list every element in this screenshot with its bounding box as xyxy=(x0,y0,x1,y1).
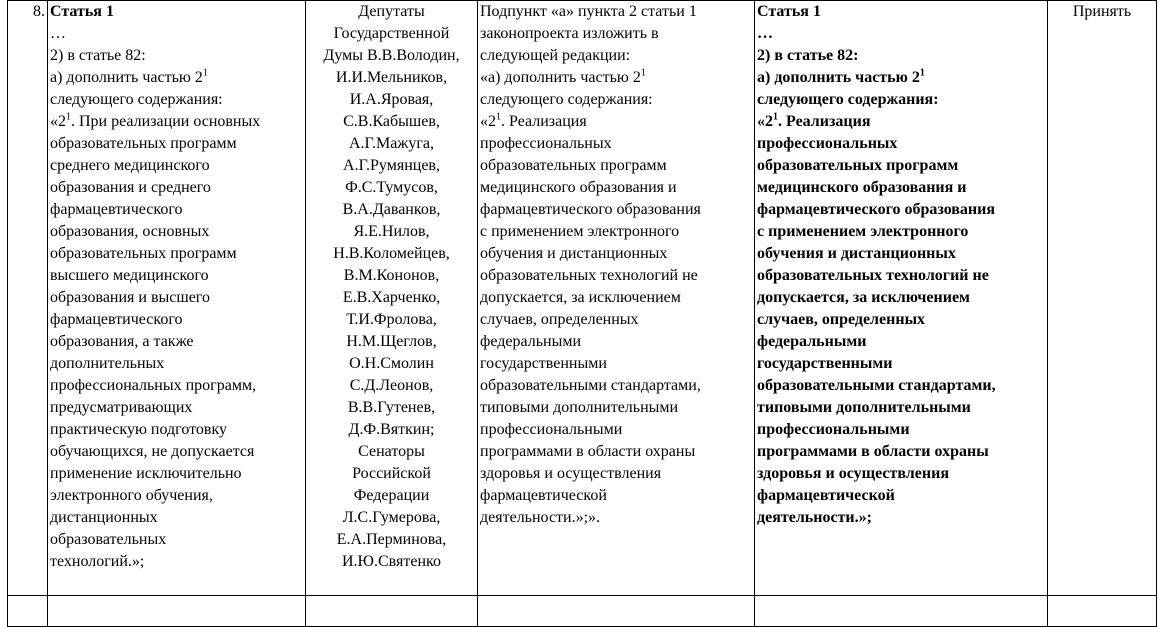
author-line: В.М.Кононов, xyxy=(343,267,440,284)
text-line: законопроекта изложить в xyxy=(480,25,659,42)
new-text-cell xyxy=(755,1,1048,596)
text-line: применение исключительно xyxy=(50,465,242,482)
text-line: государственными xyxy=(757,355,893,372)
original-text-cell xyxy=(48,1,306,596)
text-line: электронного обучения, xyxy=(50,487,213,504)
text-line: среднего медицинского xyxy=(50,157,210,174)
text-line: обучающихся, не допускается xyxy=(50,443,255,460)
text-line: следующего содержания: xyxy=(480,91,653,108)
author-line: Т.И.Фролова, xyxy=(346,311,437,328)
author-line: Д.Ф.Вяткин; xyxy=(348,421,435,438)
text-fragment: «а) дополнить частью 2 xyxy=(480,69,641,86)
text-line: следующей редакции: xyxy=(480,47,631,64)
text-fragment: . При реализации основных xyxy=(71,113,261,130)
superscript: 1 xyxy=(919,67,925,79)
author-line: Л.С.Гумерова, xyxy=(342,509,441,526)
author-line: Н.М.Щеглов, xyxy=(346,333,437,350)
text-line: следующего содержания: xyxy=(50,91,223,108)
authors-cell xyxy=(306,1,478,596)
text-line: предусматривающих xyxy=(50,399,193,416)
text-line: медицинского образования и xyxy=(480,179,677,196)
author-line: Сенаторы xyxy=(358,443,425,460)
text-line: профессиональных программ, xyxy=(50,377,257,394)
text-line: с применением электронного xyxy=(757,223,969,240)
text-line: дополнительных xyxy=(50,355,165,372)
text-line: здоровья и осуществления xyxy=(480,465,662,482)
text-line: фармацевтической xyxy=(480,487,607,504)
text-line: фармацевтической xyxy=(757,487,895,504)
text-line: образовательных xyxy=(50,531,167,548)
author-line: И.И.Мельников, xyxy=(335,69,448,86)
superscript: 1 xyxy=(202,67,208,79)
text-line: деятельности.»;». xyxy=(480,509,601,526)
text-line: образования, основных xyxy=(50,223,210,240)
author-line: Ф.С.Тумусов, xyxy=(345,179,438,196)
text-line: следующего содержания: xyxy=(757,91,939,108)
text-line: образования, а также xyxy=(50,333,194,350)
text-line: профессиональных xyxy=(757,135,898,152)
author-line: Депутаты xyxy=(358,3,425,20)
text-line: … xyxy=(757,25,773,42)
text-fragment: . Реализация xyxy=(778,113,871,130)
text-line: образования и среднего xyxy=(50,179,211,196)
table-row-next xyxy=(8,596,1157,627)
author-line: И.Ю.Святенко xyxy=(342,553,441,570)
text-line xyxy=(50,67,303,89)
author-line: С.В.Кабышев, xyxy=(343,113,440,130)
text-line: Подпункт «а» пункта 2 статьи 1 xyxy=(480,3,697,20)
row-number: 8. xyxy=(8,1,48,596)
superscript: 1 xyxy=(496,111,501,123)
author-line: Е.А.Перминова, xyxy=(336,531,447,548)
text-line: программами в области охраны xyxy=(757,443,989,460)
text-line: фармацевтического xyxy=(50,201,183,218)
text-line: профессиональными xyxy=(757,421,910,438)
text-line: случаев, определенных xyxy=(757,311,926,328)
text-line: образовательных программ xyxy=(480,157,667,174)
superscript: 1 xyxy=(773,111,778,123)
amendments-table xyxy=(7,0,1157,627)
text-line: случаев, определенных xyxy=(480,311,639,328)
text-line: обучения и дистанционных xyxy=(480,245,668,262)
author-line: В.А.Даванков, xyxy=(342,201,441,218)
author-line: Российской xyxy=(352,465,431,482)
author-line: А.Г.Румянцев, xyxy=(343,157,440,174)
text-line: деятельности.»; xyxy=(757,509,872,526)
next-row-cell xyxy=(48,596,306,627)
superscript: 1 xyxy=(640,67,646,79)
text-line xyxy=(480,111,752,133)
text-line xyxy=(50,111,303,133)
text-line: здоровья и осуществления xyxy=(757,465,949,482)
text-line: дистанционных xyxy=(50,509,158,526)
text-line: технологий.»; xyxy=(50,553,145,570)
author-line: И.А.Яровая, xyxy=(349,91,434,108)
author-line: О.Н.Смолин xyxy=(349,355,434,372)
author-line: Е.В.Харченко, xyxy=(342,289,441,306)
text-line: обучения и дистанционных xyxy=(757,245,956,262)
text-line: образовательными стандартами, xyxy=(757,377,996,394)
amendment-text-cell xyxy=(478,1,755,596)
author-line: Н.В.Коломейцев, xyxy=(333,245,450,262)
text-line: с применением электронного xyxy=(480,223,680,240)
text-line: федеральными xyxy=(757,333,867,350)
author-line: А.Г.Мажуга, xyxy=(348,135,435,152)
text-line: образовательных технологий не xyxy=(757,267,989,284)
author-line: В.В.Гутенев, xyxy=(347,399,436,416)
author-line: Я.Е.Нилов, xyxy=(353,223,430,240)
text-line: образовательных программ xyxy=(757,157,959,174)
author-line: Государственной xyxy=(333,25,450,42)
text-line: профессиональными xyxy=(480,421,623,438)
text-line: образовательных технологий не xyxy=(480,267,698,284)
next-row-cell xyxy=(755,596,1048,627)
text-line: фармацевтического xyxy=(50,311,183,328)
text-line: федеральными xyxy=(480,333,582,350)
text-line: практическую подготовку xyxy=(50,421,228,438)
text-line: образовательных программ xyxy=(50,245,237,262)
text-line: образования и высшего xyxy=(50,289,210,306)
text-line: высшего медицинского xyxy=(50,267,209,284)
text-line: допускается, за исключением xyxy=(757,289,970,306)
text-line: фармацевтического образования xyxy=(757,201,996,218)
text-fragment: а) дополнить частью 2 xyxy=(50,69,203,86)
next-row-cell xyxy=(306,596,478,627)
author-line: С.Д.Леонов, xyxy=(349,377,434,394)
text-line: фармацевтического образования xyxy=(480,201,701,218)
text-line: 2) в статье 82: xyxy=(50,47,146,64)
text-fragment: . Реализация xyxy=(501,113,587,130)
text-line: 2) в статье 82: xyxy=(757,47,859,64)
text-line xyxy=(480,67,752,89)
author-line: Думы В.В.Володин, xyxy=(323,47,460,64)
article-heading: Статья 1 xyxy=(50,3,114,20)
text-fragment: «2 xyxy=(480,113,496,130)
decision-cell: Принять xyxy=(1048,1,1157,596)
text-line: профессиональных xyxy=(480,135,612,152)
next-row-cell xyxy=(8,596,48,627)
text-fragment: а) дополнить частью 2 xyxy=(757,69,920,86)
text-line: медицинского образования и xyxy=(757,179,967,196)
text-fragment: «2 xyxy=(757,113,773,130)
text-line: образовательных программ xyxy=(50,135,237,152)
next-row-cell xyxy=(478,596,755,627)
text-line xyxy=(757,111,1045,133)
text-line xyxy=(757,67,1045,89)
text-line: типовыми дополнительными xyxy=(757,399,971,416)
text-line: типовыми дополнительными xyxy=(480,399,679,416)
author-line: Федерации xyxy=(353,487,430,504)
next-row-cell xyxy=(1048,596,1157,627)
text-line: программами в области охраны xyxy=(480,443,696,460)
text-line: допускается, за исключением xyxy=(480,289,681,306)
table-row xyxy=(8,1,1157,596)
article-heading: Статья 1 xyxy=(757,3,821,20)
text-line: государственными xyxy=(480,355,607,372)
superscript: 1 xyxy=(66,111,71,123)
text-line: образовательными стандартами, xyxy=(480,377,701,394)
text-fragment: «2 xyxy=(50,113,66,130)
text-line: … xyxy=(50,25,66,42)
